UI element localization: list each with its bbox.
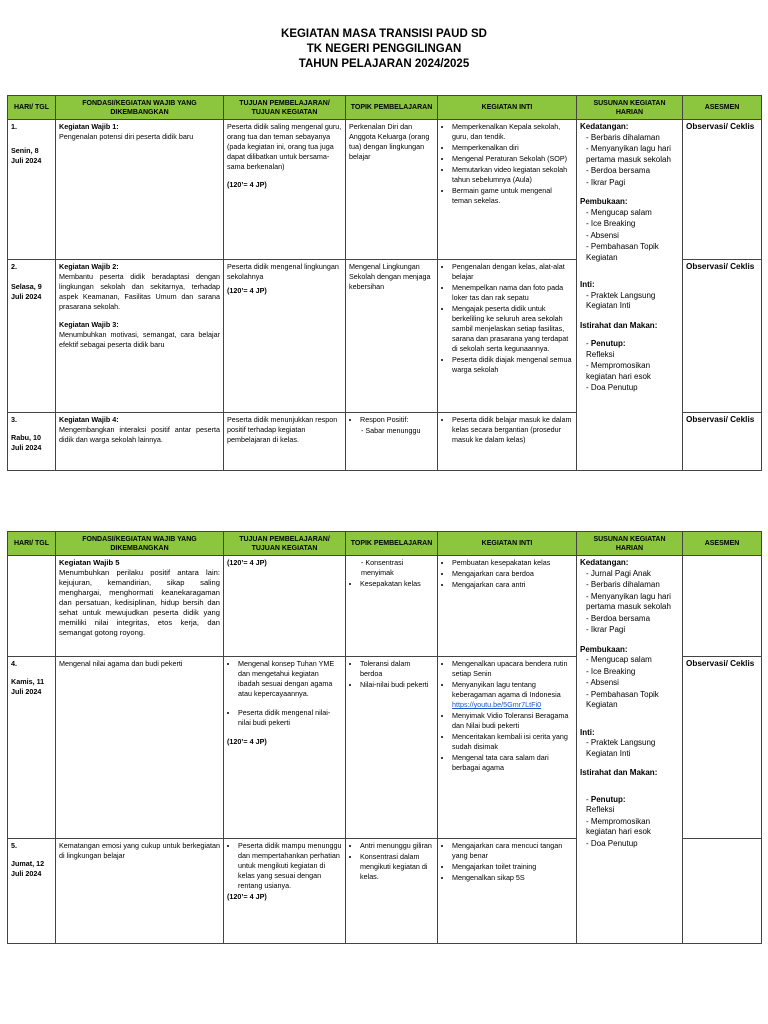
fondasi-text: Kematangan emosi yang cukup untuk berkegiatan di lingkungan belajar <box>59 841 220 860</box>
list-item: - Mempromosikan kegiatan hari esok <box>586 817 679 838</box>
asesmen-cell: Observasi/ Ceklis <box>683 657 762 839</box>
tujuan-jp: (120’= 4 JP) <box>227 892 267 901</box>
list-item: - Berdoa bersama <box>586 614 679 625</box>
list-item: • Peserta didik mengenal nilai-nilai budi pekerti <box>238 708 342 728</box>
tujuan-text: Peserta didik mengenal lingkungan sekolahnya <box>227 262 339 281</box>
list-item: • Mengenal tata cara salam dari berbagai agama <box>452 753 573 773</box>
tujuan-cell <box>224 413 346 471</box>
tujuan-list <box>227 841 342 891</box>
header-inti: KEGIATAN INTI <box>438 532 577 556</box>
list-item: • Mengenal Peraturan Sekolah (SOP) <box>452 154 573 164</box>
kegiatan-wajib-title: Kegiatan Wajib 5 <box>59 558 120 567</box>
list-item: • Menempelkan nama dan foto pada loker tas dan rak sepatu <box>452 283 573 303</box>
fondasi-cell <box>56 657 224 839</box>
list-item: • Menceritakan kembali isi cerita yang sudah disimak <box>452 732 573 752</box>
list-item: • Peserta didik belajar masuk ke dalam kelas secara bergantian (prosedur masuk ke dalam kelas) <box>452 415 573 445</box>
kegiatan-wajib-text: Membantu peserta didik beradaptasi dengan lingkungan sekolah dan sekitarnya, terhadap aspek Keamanan, Fasilitas Umum dan sarana prasarana sekolah. <box>59 272 220 311</box>
topik-cell <box>346 839 438 944</box>
header-topik: TOPIK PEMBELAJARAN <box>346 96 438 120</box>
schedule-table-1 <box>7 95 762 471</box>
fondasi-cell <box>56 260 224 413</box>
day-number: 5. <box>11 841 17 850</box>
fondasi-cell <box>56 839 224 944</box>
day-number: 4. <box>11 659 17 668</box>
table-row <box>8 120 762 260</box>
day-number: 3. <box>11 415 17 424</box>
fondasi-cell <box>56 556 224 657</box>
list-item: - Berbaris dihalaman <box>586 133 679 144</box>
header-topik: TOPIK PEMBELAJARAN <box>346 532 438 556</box>
list-item: - Doa Penutup <box>586 839 679 850</box>
day-cell <box>8 260 56 413</box>
header-hari: HARI/ TGL <box>8 96 56 120</box>
list-item: • Mengajak peserta didik untuk berkeliling ke seluruh area sekolah sambil menjelaskan setiap fasilitas, sarana dan prasarana yang terdapat di sekolah serta kegunaannya. <box>452 304 573 354</box>
day-cell <box>8 556 56 657</box>
kegiatan-wajib-title: Kegiatan Wajib 1: <box>59 122 119 131</box>
day-cell <box>8 120 56 260</box>
day-date: Selasa, 9 Juli 2024 <box>11 282 42 301</box>
susunan-cell <box>577 120 683 471</box>
list-item: - Ikrar Pagi <box>586 178 679 189</box>
kegiatan-wajib-text: Menumbuhkan perilaku positif antara lain: kejujuran, kemandirian, sikap saling menghargai, menghormati keanekaragaman dan persatuan, kedisiplinan, hidup bersih dan sehat untuk mewujudkan peserta didik yang memiliki nilai integritas, etos kerja, dan semangat gotong royong. <box>59 568 220 637</box>
susunan-penutup: Penutup: <box>590 794 626 804</box>
kegiatan-wajib-title-2: Kegiatan Wajib 3: <box>59 320 119 329</box>
tujuan-list <box>227 659 342 699</box>
day-cell <box>8 657 56 839</box>
list-item: • Mengajarkan cara antri <box>452 580 573 590</box>
list-item: - Doa Penutup <box>586 383 679 394</box>
list-item: - Absensi <box>586 678 679 689</box>
list-item: • Peserta didik diajak mengenal semua warga sekolah <box>452 355 573 375</box>
asesmen-cell <box>683 556 762 657</box>
inti-cell <box>438 413 577 471</box>
list-item: - Mengucap salam <box>586 655 679 666</box>
header-susunan: SUSUNAN KEGIATAN HARIAN <box>577 532 683 556</box>
list-item: - Menyanyikan lagu hari pertama masuk sekolah <box>586 592 679 613</box>
day-cell <box>8 413 56 471</box>
asesmen-cell: Observasi/ Ceklis <box>683 120 762 260</box>
asesmen-cell: Observasi/ Ceklis <box>683 260 762 413</box>
asesmen-cell <box>683 839 762 944</box>
list-item: - Berbaris dihalaman <box>586 580 679 591</box>
susunan-pembukaan: Pembukaan: <box>580 644 628 654</box>
list-item: • Peserta didik mampu menunggu dan mempertahankan perhatian untuk mengikuti kegiatan di kelas yang sesuai dengan rentang usianya. <box>238 841 342 891</box>
list-item: - Praktek Langsung Kegiatan Inti <box>586 738 679 759</box>
topik-list <box>349 579 434 589</box>
inti-list <box>441 659 573 773</box>
topik-cell <box>346 120 438 260</box>
tujuan-cell <box>224 839 346 944</box>
table-header-row <box>8 96 762 120</box>
list-item: - Ice Breaking <box>586 219 679 230</box>
doc-title-line1: KEGIATAN MASA TRANSISI PAUD SD <box>281 28 487 40</box>
list-item: - Berdoa bersama <box>586 166 679 177</box>
topik-list <box>349 415 434 425</box>
susunan-penutup: Penutup: <box>590 339 626 348</box>
inti-list <box>441 558 573 590</box>
inti-cell <box>438 657 577 839</box>
list-item: - Mempromosikan kegiatan hari esok <box>586 361 679 382</box>
inti-list <box>441 415 573 445</box>
header-susunan: SUSUNAN KEGIATAN HARIAN <box>577 96 683 120</box>
header-asesmen: ASESMEN <box>683 532 762 556</box>
tujuan-jp: (120’= 4 JP) <box>227 180 267 189</box>
susunan-istirahat: Istirahat dan Makan: <box>580 320 658 330</box>
tujuan-cell <box>224 260 346 413</box>
susunan-pembukaan: Pembukaan: <box>580 197 628 206</box>
header-fondasi: FONDASI/KEGIATAN WAJIB YANG DIKEMBANGKAN <box>56 532 224 556</box>
list-item: • Pengenalan dengan kelas, alat-alat belajar <box>452 262 573 282</box>
topik-cell <box>346 260 438 413</box>
kegiatan-wajib-title: Kegiatan Wajib 2: <box>59 262 119 271</box>
list-item: - Jurnal Pagi Anak <box>586 569 679 580</box>
day-date: Jumat, 12 Juli 2024 <box>11 859 45 878</box>
doc-title-line2: TK NEGERI PENGGILINGAN <box>306 43 462 55</box>
list-item: • Antri menunggu giliran <box>360 841 434 851</box>
kegiatan-wajib-text-2: Menumbuhkan motivasi, semangat, cara belajar efektif sebagai peserta didik baru <box>59 330 220 349</box>
list-item: • Memutarkan video kegiatan sekolah tahun sebelumnya (Aula) <box>452 165 573 185</box>
header-asesmen: ASESMEN <box>683 96 762 120</box>
inti-cell <box>438 120 577 260</box>
list-item: • Pembuatan kesepakatan kelas <box>452 558 573 568</box>
schedule-table-2 <box>7 531 762 944</box>
day-date: Senin, 8 Juli 2024 <box>11 146 42 165</box>
tujuan-cell <box>224 120 346 260</box>
list-item: - Ice Breaking <box>586 667 679 678</box>
susunan-kedatangan: Kedatangan: <box>580 558 629 567</box>
topik-cell <box>346 657 438 839</box>
table-row <box>8 556 762 657</box>
list-item: - Pembahasan Topik Kegiatan <box>586 242 679 263</box>
day-number: 1. <box>11 122 17 131</box>
tujuan-text: Peserta didik saling mengenal guru, orang tua dan teman sebayanya (pada kegiatan ini, orang tua juga dapat dilibatkan untuk bersama-sama berkenalan) <box>227 122 342 171</box>
topik-text: Mengenal Lingkungan Sekolah dengan menjaga kebersihan <box>349 262 431 291</box>
list-item: • Mengajarkan cara mencuci tangan yang benar <box>452 841 573 861</box>
day-number: 2. <box>11 262 17 271</box>
tujuan-cell <box>224 657 346 839</box>
topik-list <box>349 659 434 690</box>
tujuan-jp: (120’= 4 JP) <box>227 286 267 295</box>
doc-title-line3: TAHUN PELAJARAN 2024/2025 <box>298 58 470 70</box>
list-item: • Nilai-nilai budi pekerti <box>360 680 434 690</box>
day-date: Kamis, 11 Juli 2024 <box>11 677 45 696</box>
susunan-penutup-first: Refleksi <box>586 805 615 814</box>
list-item: - Absensi <box>586 231 679 242</box>
inti-cell <box>438 556 577 657</box>
tujuan-jp: (120’= 4 JP) <box>227 558 267 567</box>
header-tujuan: TUJUAN PEMBELAJARAN/ TUJUAN KEGIATAN <box>224 532 346 556</box>
header-tujuan: TUJUAN PEMBELAJARAN/ TUJUAN KEGIATAN <box>224 96 346 120</box>
topik-cell <box>346 413 438 471</box>
susunan-kedatangan: Kedatangan: <box>580 122 629 131</box>
list-item: - Ikrar Pagi <box>586 625 679 636</box>
kegiatan-wajib-text: Pengenalan potensi diri peserta didik baru <box>59 132 194 141</box>
list-item: • Toleransi dalam berdoa <box>360 659 434 679</box>
susunan-penutup-first: Refleksi <box>586 349 615 359</box>
day-cell <box>8 839 56 944</box>
list-item: • Mengajarkan toilet training <box>452 862 573 872</box>
inti-cell <box>438 839 577 944</box>
list-item: - Menyanyikan lagu hari pertama masuk sekolah <box>586 144 679 165</box>
asesmen-cell: Observasi/ Ceklis <box>683 413 762 471</box>
list-item: - Praktek Langsung Kegiatan Inti <box>586 291 679 312</box>
list-item: • Mengenalkan sikap 5S <box>452 873 573 883</box>
list-item: • Memperkenalkan Kepala sekolah, guru, dan tendik. <box>452 122 573 142</box>
list-item: • Mengajarkan cara berdoa <box>452 569 573 579</box>
inti-list <box>441 841 573 883</box>
tujuan-text: Peserta didik menunjukkan respon positif terhadap kegiatan pembelajaran di kelas. <box>227 415 338 444</box>
list-item: • Mengenalkan upacara bendera rutin setiap Senin <box>452 659 573 679</box>
list-item: - Konsentrasi menyimak <box>361 558 434 578</box>
header-hari: HARI/ TGL <box>8 532 56 556</box>
inti-list <box>441 262 573 375</box>
list-item: • Respon Positif: <box>360 415 434 425</box>
kegiatan-wajib-title: Kegiatan Wajib 4: <box>59 415 119 424</box>
list-item: • Kesepakatan kelas <box>360 579 434 589</box>
susunan-inti: Inti: <box>580 280 595 289</box>
list-item: • Bermain game untuk mengenal teman sekelas. <box>452 186 573 206</box>
fondasi-cell <box>56 120 224 260</box>
fondasi-text: Mengenal nilai agama dan budi pekerti <box>59 659 183 668</box>
day-date: Rabu, 10 Juli 2024 <box>11 433 42 452</box>
tujuan-cell <box>224 556 346 657</box>
fondasi-cell <box>56 413 224 471</box>
topik-text: Perkenalan Diri dan Anggota Keluarga (orang tua) dengan lingkungan belajar <box>349 122 430 161</box>
list-item: • Konsentrasi dalam mengikuti kegiatan di kelas. <box>360 852 434 882</box>
list-item: • Memperkenalkan diri <box>452 143 573 153</box>
susunan-inti: Inti: <box>580 727 595 737</box>
list-item: - Pembahasan Topik Kegiatan <box>586 690 679 711</box>
youtube-link[interactable]: https://youtu.be/5Gmr7LtFi0 <box>452 700 542 709</box>
susunan-istirahat: Istirahat dan Makan: <box>580 768 658 777</box>
list-item: - Mengucap salam <box>586 208 679 219</box>
list-item: • Menyimak Vidio Toleransi Beragama dan Nilai budi pekerti <box>452 711 573 731</box>
list-item: - Sabar menunggu <box>361 426 434 436</box>
list-item: • Mengenal konsep Tuhan YME dan mengetahui kegiatan ibadah sesuai dengan agama atau kepercayaannya. <box>238 659 342 699</box>
header-fondasi: FONDASI/KEGIATAN WAJIB YANG DIKEMBANGKAN <box>56 96 224 120</box>
susunan-cell <box>577 556 683 944</box>
header-inti: KEGIATAN INTI <box>438 96 577 120</box>
tujuan-jp: (120’= 4 JP) <box>227 737 267 746</box>
inti-list <box>441 122 573 206</box>
inti-cell <box>438 260 577 413</box>
table-header-row <box>8 532 762 556</box>
kegiatan-wajib-text: Mengembangkan interaksi positif antar peserta didik dan warga sekolah lainnya. <box>59 425 220 444</box>
topik-list <box>349 841 434 882</box>
list-item: • Menyanyikan lagu tentang keberagaman agama di Indonesia https://youtu.be/5Gmr7LtFi0 <box>452 680 573 710</box>
topik-cell <box>346 556 438 657</box>
